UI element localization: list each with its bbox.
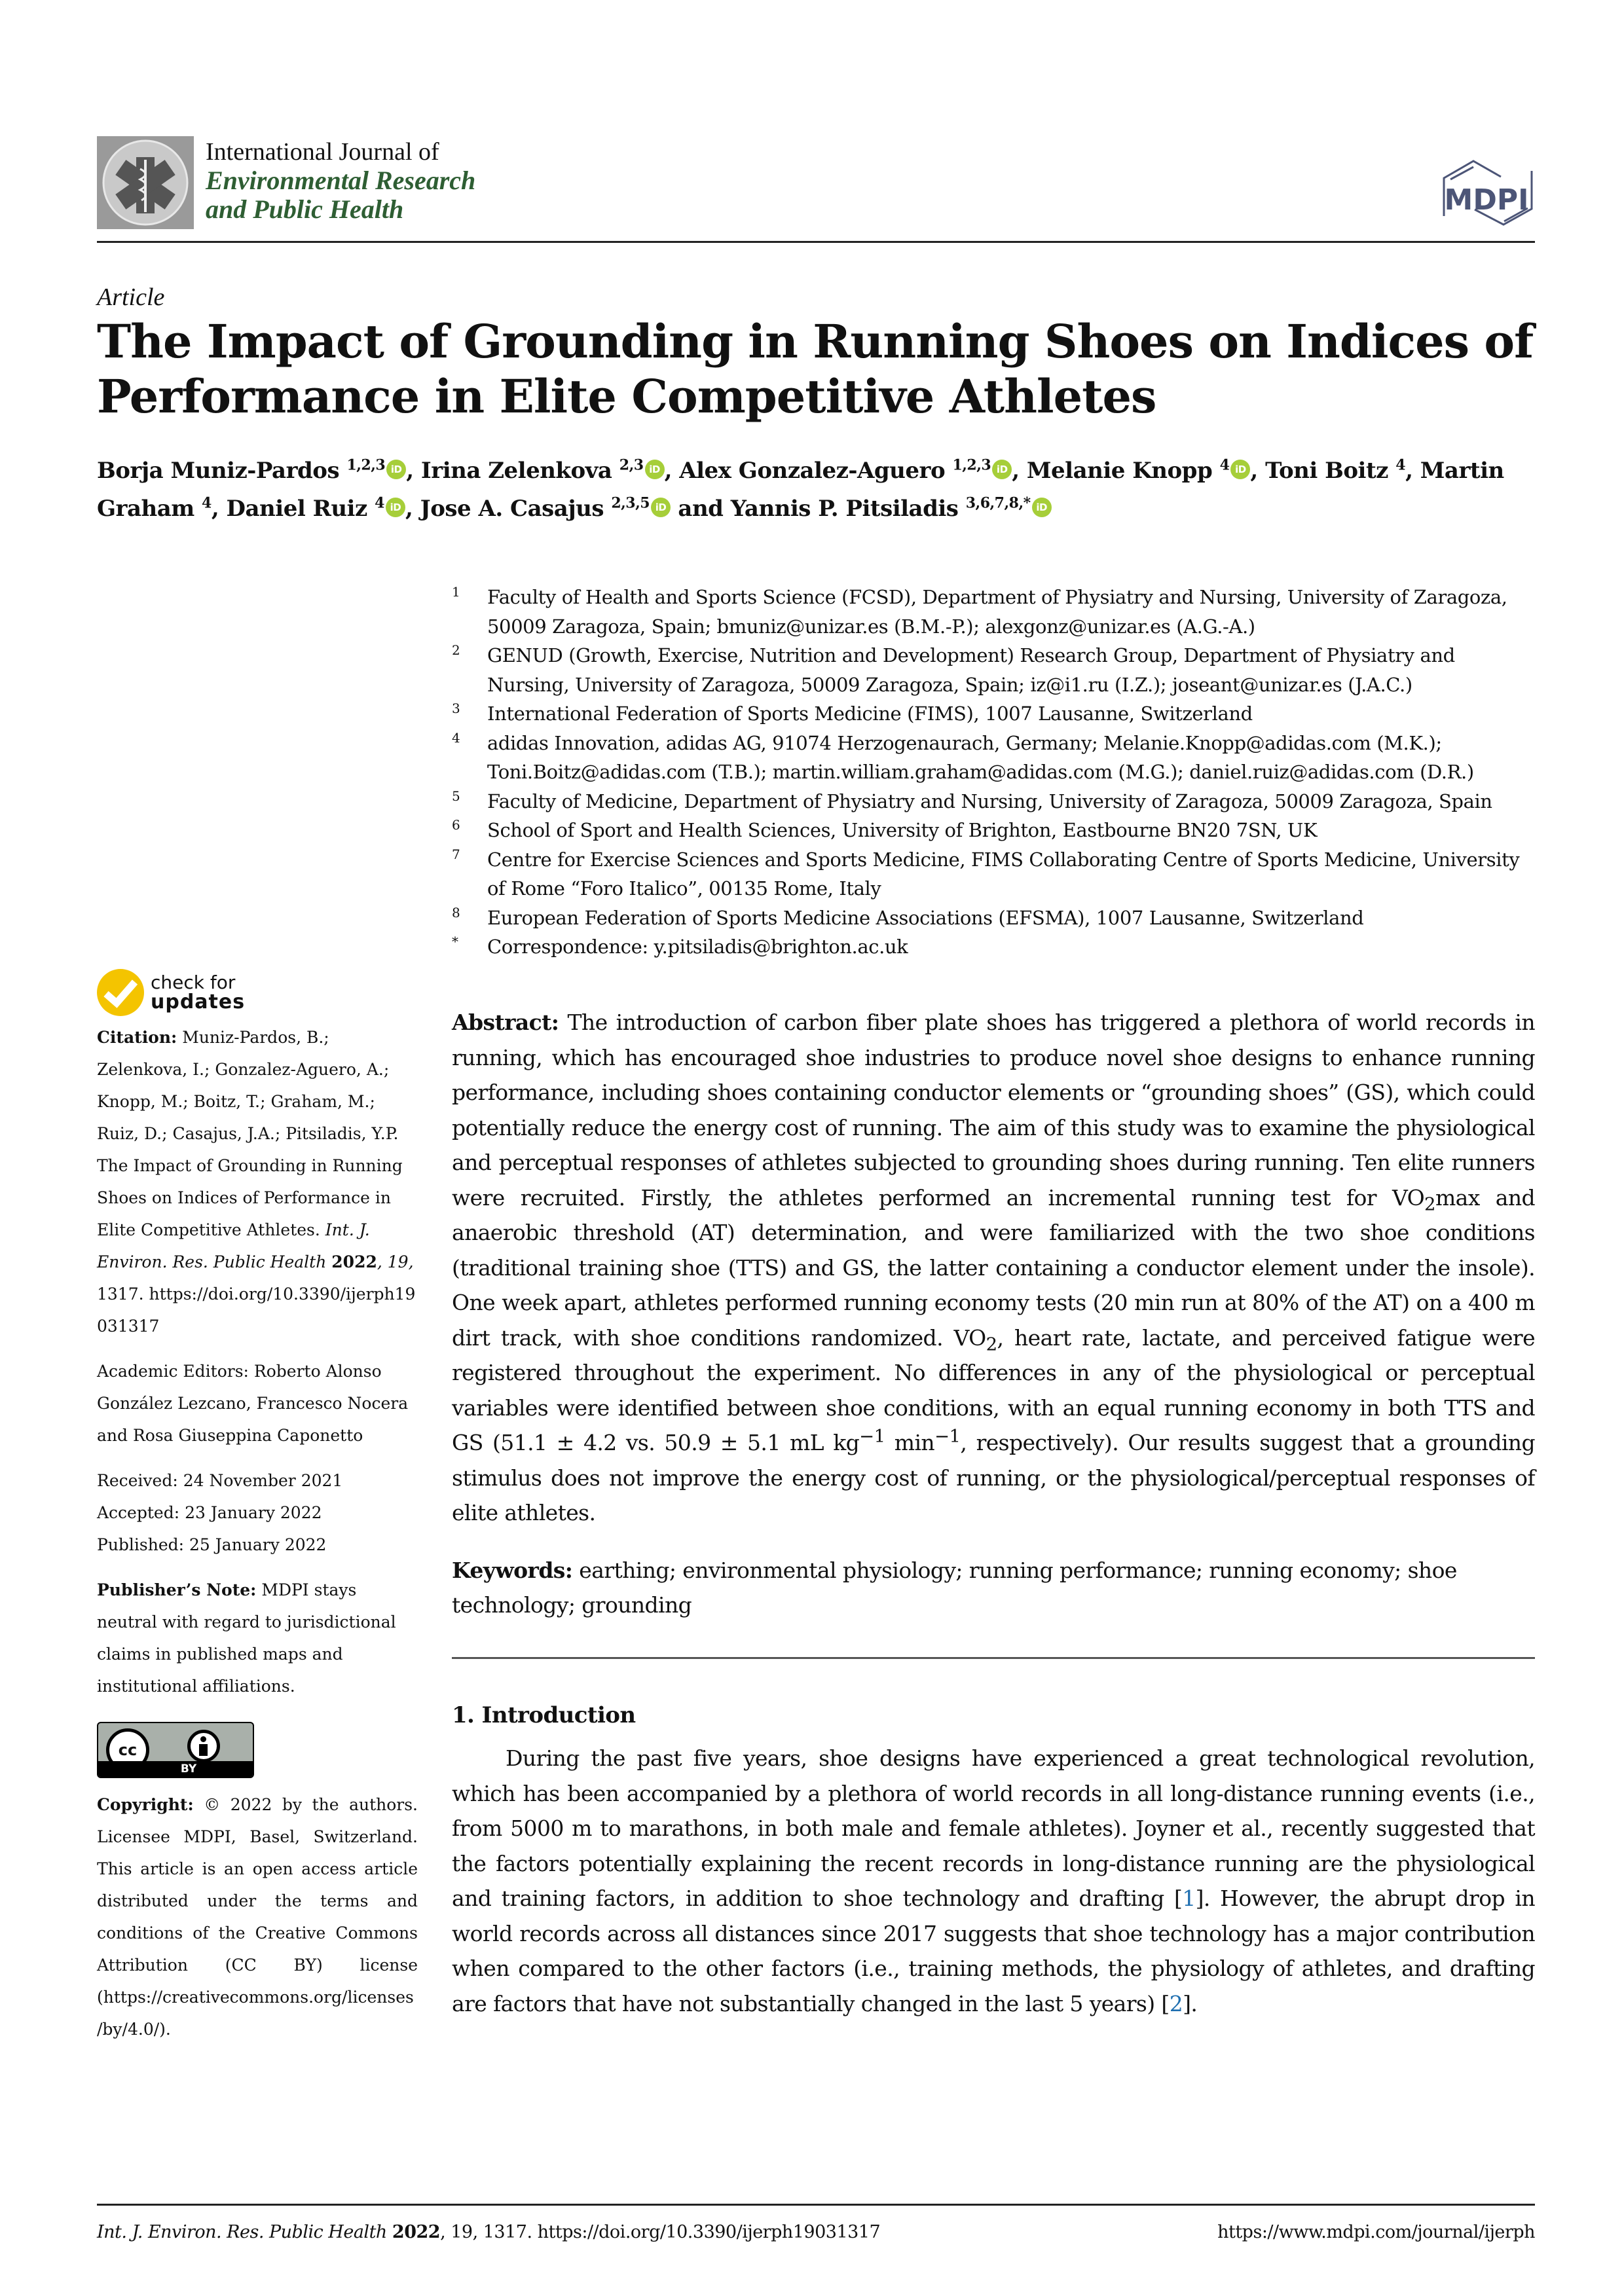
publishers-note xyxy=(97,1574,418,1702)
affiliation-text: Faculty of Medicine, Department of Physiatry and Nursing, University of Zaragoza, 50009 Zaragoza, Spain xyxy=(487,790,1492,812)
affiliation-item xyxy=(452,787,1539,816)
journal-name xyxy=(206,137,475,224)
keywords-label: Keywords: xyxy=(452,1557,573,1583)
accepted-date: Accepted: 23 January 2022 xyxy=(97,1503,322,1522)
affiliation-item xyxy=(452,845,1539,903)
main-content xyxy=(452,1005,1535,2021)
superscript: −1 xyxy=(859,1426,885,1447)
orcid-icon[interactable]: iD xyxy=(651,498,671,517)
author-separator: and xyxy=(671,496,731,522)
affiliation-number: 3 xyxy=(452,701,460,716)
abstract-text-2: max and anaerobic threshold (AT) determination, and were familiarized with the two shoe conditions (traditional training shoe (TTS) and GS, the latter containing a conductor element under the insole). One week apart, athletes performed running economy tests (20 min run at 80% of the AT) on a 400 m dirt track, with shoe conditions randomized. VO xyxy=(452,1184,1535,1351)
affiliation-text: GENUD (Growth, Exercise, Nutrition and Development) Research Group, Department of Physiatry and Nursing, University of Zaragoza, 50009 Zaragoza, Spain; iz@i1.ru (I.Z.); joseant@unizar.es (J.A.C.) xyxy=(487,644,1455,696)
author xyxy=(97,458,421,484)
author xyxy=(679,458,1027,484)
author-list xyxy=(97,452,1535,528)
author xyxy=(731,496,1052,522)
author-separator: , xyxy=(664,458,680,484)
publishers-note-text: MDPI stays neutral with regard to jurisdictional claims in published maps and institutional affiliations. xyxy=(97,1580,396,1696)
abstract-label: Abstract: xyxy=(452,1010,559,1035)
header-rule xyxy=(97,241,1535,243)
subscript: 2 xyxy=(1424,1194,1435,1215)
author-name: Melanie Knopp xyxy=(1026,458,1220,484)
author-separator: , xyxy=(1012,458,1027,484)
footer-rule xyxy=(97,2204,1535,2206)
journal-name-line3: and Public Health xyxy=(206,194,404,224)
author-name: Borja Muniz-Pardos xyxy=(97,458,347,484)
affiliation-text: Centre for Exercise Sciences and Sports Medicine, FIMS Collaborating Centre of Sports Medicine, University of Rome “Foro Italico”, 00135 Rome, Italy xyxy=(487,848,1520,900)
affiliation-text: European Federation of Sports Medicine Associations (EFSMA), 1007 Lausanne, Switzerland xyxy=(487,906,1364,929)
sidebar xyxy=(97,969,418,2058)
affiliation-text: Correspondence: y.pitsiladis@brighton.ac.uk xyxy=(487,936,908,958)
affiliation-number: 1 xyxy=(452,584,460,600)
author xyxy=(420,496,731,522)
author-name: Irina Zelenkova xyxy=(420,458,619,484)
creative-commons-icon: cc xyxy=(106,1728,149,1772)
abstract-text-3: , heart rate, lactate, and perceived fatigue were registered throughout the experiment. No differences in any of the physiological or perceptual variables were identified between shoe conditions, with an equal running economy in both TTS and GS (51.1 ± 4.2 vs. 50.9 ± 5.1 mL kg xyxy=(452,1324,1535,1455)
abstract xyxy=(452,1005,1535,1531)
affiliation-number: * xyxy=(452,934,458,949)
check-for-updates-button[interactable] xyxy=(97,969,418,1016)
author-affiliation-marks: 1,2,3 xyxy=(952,456,991,474)
keywords-text: earthing; environmental physiology; running performance; running economy; shoe technology; grounding xyxy=(452,1557,1457,1618)
received-date: Received: 24 November 2021 xyxy=(97,1471,343,1490)
reference-link-2[interactable]: 2 xyxy=(1169,1990,1183,2016)
author-affiliation-marks: 2,3,5 xyxy=(611,494,650,512)
affiliation-number: 6 xyxy=(452,817,460,833)
author-affiliation-marks: 2,3 xyxy=(619,456,644,474)
affiliation-item xyxy=(452,641,1539,699)
affiliation-number: 5 xyxy=(452,788,460,804)
citation-doi-link[interactable]: 1317. https://doi.org/10.3390/ijerph19031317 xyxy=(97,1285,416,1336)
author-affiliation-marks: 4 xyxy=(1395,456,1406,474)
affiliations xyxy=(452,583,1539,962)
orcid-icon[interactable]: iD xyxy=(386,498,405,517)
citation-journal: Int. J. Environ. Res. Public Health xyxy=(97,1220,370,1271)
checkmark-icon xyxy=(97,969,144,1016)
author-name: Martin Graham xyxy=(97,458,1504,522)
author-affiliation-marks: 4 xyxy=(1219,456,1230,474)
affiliation-item xyxy=(452,816,1539,845)
check-updates-line1: check for xyxy=(151,972,236,993)
citation-volume: , 19, xyxy=(377,1252,414,1271)
citation-label: Citation: xyxy=(97,1028,177,1047)
author-affiliation-marks: 4 xyxy=(375,494,384,512)
section-heading-introduction: 1. Introduction xyxy=(452,1702,636,1728)
globe-caduceus-icon xyxy=(97,136,194,229)
dates xyxy=(97,1465,418,1561)
author xyxy=(421,458,679,484)
affiliation-number: 4 xyxy=(452,729,460,746)
affiliation-item xyxy=(452,699,1539,729)
cc-by-license-badge[interactable] xyxy=(97,1722,254,1778)
journal-name-line2: Environmental Research xyxy=(206,166,476,195)
introduction-paragraph xyxy=(452,1741,1535,2021)
citation-year: 2022 xyxy=(331,1252,377,1271)
academic-editors: Academic Editors: Roberto Alonso González Lezcano, Francesco Nocera and Rosa Giuseppina Caponetto xyxy=(97,1362,409,1445)
mdpi-hexagon-icon xyxy=(1408,151,1539,229)
author xyxy=(1027,458,1265,484)
affiliation-text: Faculty of Health and Sports Science (FCSD), Department of Physiatry and Nursing, University of Zaragoza, 50009 Zaragoza, Spain; bmuniz@unizar.es (B.M.-P.); alexgonz@unizar.es (A.G.-A.) xyxy=(487,586,1507,638)
author-name: Toni Boitz xyxy=(1265,458,1396,484)
publishers-note-label: Publisher’s Note: xyxy=(97,1580,257,1599)
orcid-icon[interactable]: iD xyxy=(645,460,665,479)
affiliation-number: 2 xyxy=(452,642,460,658)
affiliation-text: adidas Innovation, adidas AG, 91074 Herzogenaurach, Germany; Melanie.Knopp@adidas.com (M.K.); Toni.Boitz@adidas.com (T.B.); martin.william.graham@adidas.com (M.G.); daniel.ruiz@adidas.com (D.R.) xyxy=(487,731,1474,783)
check-updates-line2: updates xyxy=(151,991,246,1013)
reference-link-1[interactable]: 1 xyxy=(1182,1886,1196,1911)
author-affiliation-marks: 4 xyxy=(202,494,212,512)
orcid-icon[interactable]: iD xyxy=(992,460,1012,479)
affiliation-item xyxy=(452,583,1539,641)
affiliation-text: School of Sport and Health Sciences, University of Brighton, Eastbourne BN20 7SN, UK xyxy=(487,819,1318,841)
orcid-icon[interactable]: iD xyxy=(386,460,406,479)
abstract-text-5: , respectively). Our results suggest that a grounding stimulus does not improve the energy cost of running, or the physiological/perceptual responses of elite athletes. xyxy=(452,1430,1535,1525)
author-separator: , xyxy=(1250,458,1266,484)
author-separator: , xyxy=(1405,458,1420,484)
affiliation-text: International Federation of Sports Medicine (FIMS), 1007 Lausanne, Switzerland xyxy=(487,702,1253,725)
author xyxy=(1265,458,1420,484)
author-separator: , xyxy=(405,496,420,522)
abstract-text-4: min xyxy=(885,1430,935,1455)
author-separator: , xyxy=(211,496,227,522)
intro-text-1: During the past five years, shoe designs have experienced a great technological revolution, which has been accompanied by a plethora of world records in all long-distance running events (i.e., from 5000 m to marathons, in both male and female athletes). Joyner et al., recently suggested that the factors potentially explaining the recent records in long-distance running are the physiological and training factors, in addition to shoe technology and drafting [ xyxy=(452,1745,1535,1911)
affiliation-number: 8 xyxy=(452,904,460,920)
orcid-icon[interactable]: iD xyxy=(1230,460,1250,479)
author-affiliation-marks: 3,6,7,8,* xyxy=(965,494,1031,512)
svg-text:MDPI: MDPI xyxy=(1444,183,1529,217)
mdpi-logo xyxy=(1408,151,1539,229)
copyright-label: Copyright: xyxy=(97,1795,194,1814)
subscript: 2 xyxy=(986,1334,997,1355)
affiliation-number: 7 xyxy=(452,846,460,862)
article-title: The Impact of Grounding in Running Shoes on Indices of Performance in Elite Competitive Athletes xyxy=(97,314,1534,424)
orcid-icon[interactable]: iD xyxy=(1032,498,1052,517)
superscript: −1 xyxy=(934,1426,961,1447)
copyright-text: © 2022 by the authors. Licensee MDPI, Basel, Switzerland. This article is an open access article distributed under the terms and conditions of the Creative Commons Attribution (CC BY) license (https://creativecommons.org/licenses/by/4.0/). xyxy=(97,1795,418,2039)
affiliation-item xyxy=(452,729,1539,787)
author-name: Yannis P. Pitsiladis xyxy=(730,496,966,522)
abstract-text-1: The introduction of carbon fiber plate shoes has triggered a plethora of world records in running, which has encouraged shoe industries to produce novel shoe designs to enhance running performance, including shoes containing conductor elements or “grounding shoes” (GS), which could potentially reduce the energy cost of running. The aim of this study was to examine the physiological and perceptual responses of athletes subjected to grounding shoes during running. Ten elite runners were recruited. Firstly, the athletes performed an incremental running test for VO xyxy=(452,1010,1535,1211)
footer-year: 2022 xyxy=(392,2222,441,2242)
intro-text-3: ]. xyxy=(1183,1990,1198,2016)
keywords xyxy=(452,1553,1535,1623)
footer-citation xyxy=(97,2222,880,2242)
footer-doi-link[interactable]: , 19, 1317. https://doi.org/10.3390/ijerph19031317 xyxy=(440,2222,881,2242)
author-name: Jose A. Casajus xyxy=(420,496,612,522)
section-divider xyxy=(452,1657,1535,1659)
intro-text-2: ]. However, the abrupt drop in world records across all distances since 2017 suggests that shoe technology has a major contribution when compared to the other factors (i.e., training methods, the physiology of athletes, and drafting are factors that have not substantially changed in the last 5 years) [ xyxy=(452,1886,1535,2016)
author-name: Daniel Ruiz xyxy=(226,496,375,522)
cc-by-label: BY xyxy=(98,1761,253,1777)
citation xyxy=(97,1021,418,1342)
author-separator: , xyxy=(406,458,421,484)
author xyxy=(227,496,420,522)
copyright xyxy=(97,1789,418,2045)
published-date: Published: 25 January 2022 xyxy=(97,1535,327,1554)
affiliation-item xyxy=(452,932,1539,962)
article-type: Article xyxy=(97,283,165,311)
author-affiliation-marks: 1,2,3 xyxy=(346,456,386,474)
journal-logo xyxy=(97,136,194,229)
author-name: Alex Gonzalez-Aguero xyxy=(679,458,953,484)
attribution-person-icon xyxy=(187,1730,220,1762)
footer-journal-url[interactable]: https://www.mdpi.com/journal/ijerph xyxy=(1217,2222,1535,2242)
journal-name-line1: International Journal of xyxy=(206,138,439,166)
footer-journal: Int. J. Environ. Res. Public Health xyxy=(97,2222,387,2242)
citation-text: Muniz-Pardos, B.; Zelenkova, I.; Gonzalez-Aguero, A.; Knopp, M.; Boitz, T.; Graham, M.; Ruiz, D.; Casajus, J.A.; Pitsiladis, Y.P. The Impact of Grounding in Running Shoes on Indices of Performance in Elite Competitive Athletes. xyxy=(97,1028,403,1239)
affiliation-item xyxy=(452,903,1539,933)
